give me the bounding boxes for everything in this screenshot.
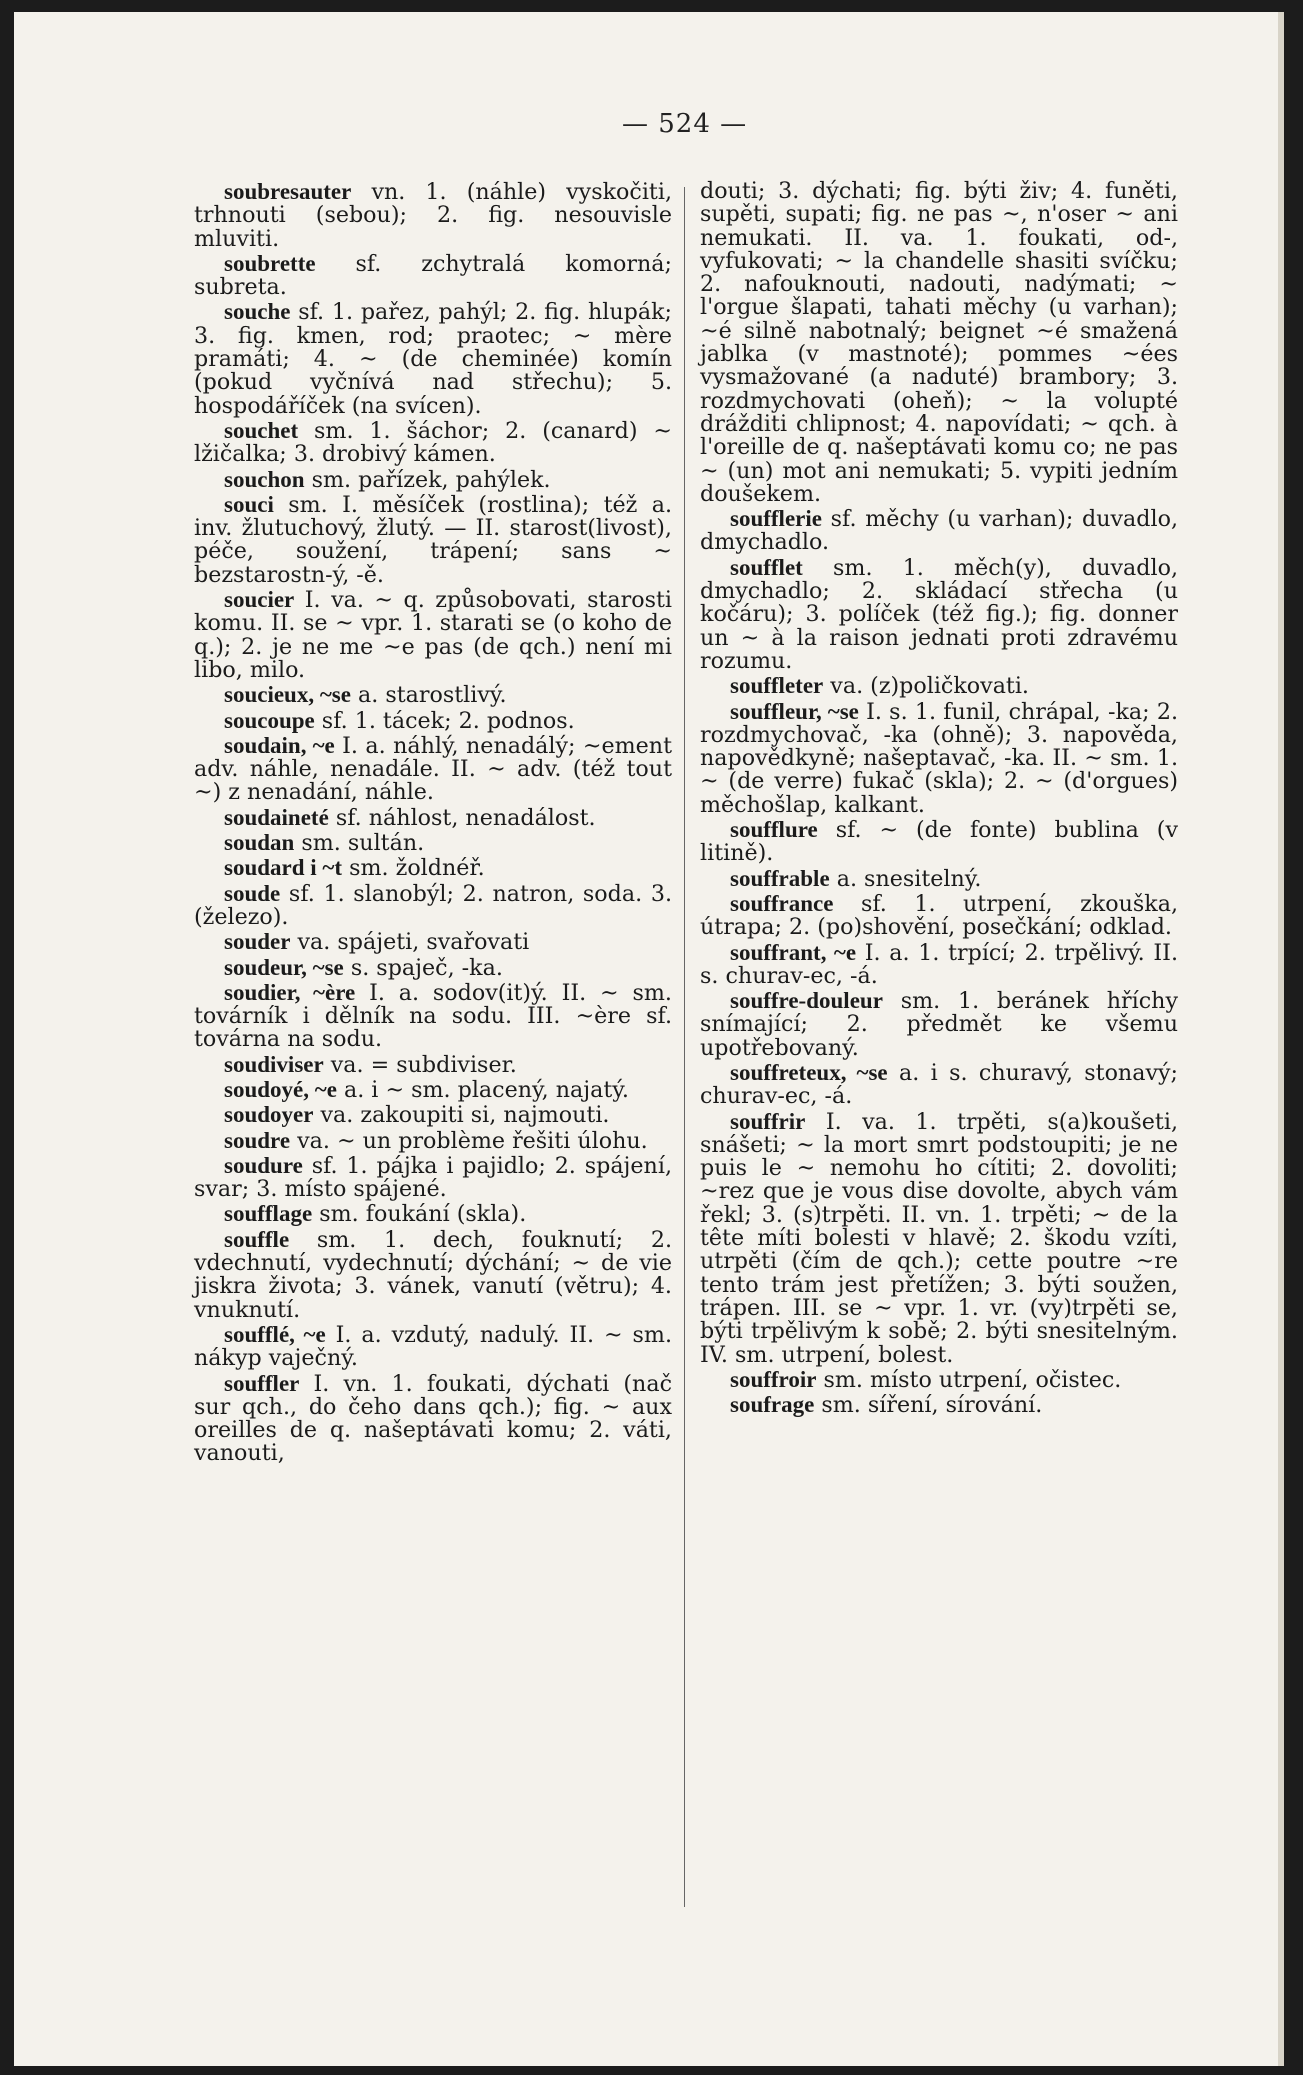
entry-definition: sm. 1. dech, fouknutí; 2. vdechnutí, vydechnutí; dýchání; ~ de vie jiskra života; 3. vánek, vanutí (větru); 4. vnuknutí. xyxy=(194,1226,672,1323)
dictionary-entry xyxy=(194,683,672,707)
dictionary-entry xyxy=(194,1323,672,1371)
entry-definition: I. a. sodov(it)ý. II. ~ sm. továrník i dělník na sodu. III. ~ère sf. továrna na sodu. xyxy=(194,979,672,1053)
entry-headword: soudiviser xyxy=(224,1051,324,1077)
entry-headword: souffle xyxy=(224,1226,290,1252)
dictionary-entry xyxy=(194,1078,672,1102)
entry-headword: soufflerie xyxy=(730,506,822,532)
dictionary-entry xyxy=(194,882,672,930)
dictionary-entry xyxy=(194,468,672,492)
dictionary-entry xyxy=(194,856,672,880)
entry-definition: I. a. vzdutý, nadulý. II. ~ sm. nákyp vaječný. xyxy=(194,1321,673,1372)
entry-definition: sf. 1. pařez, pahýl; 2. fig. hlupák; 3. fig. kmen, rod; praotec; ~ mère pramáti; 4. ~ (de cheminée) komín (pokud vyčnívá nad střechu); 5. hospodáříček (na svícen). xyxy=(194,299,672,419)
entry-definition: sf. 1. tácek; 2. podnos. xyxy=(314,707,575,734)
entry-definition: sm. 1. beránek hříchy snímající; 2. předmět ke všemu upotřebovaný. xyxy=(700,988,1178,1061)
dictionary-entry xyxy=(700,867,1178,891)
dictionary-page xyxy=(14,12,1284,2066)
entry-headword: soudoyé, ~e xyxy=(224,1076,337,1102)
entry-headword: soudaineté xyxy=(224,804,329,830)
entry-headword: soudier, ~ère xyxy=(224,979,356,1005)
dictionary-entry xyxy=(700,1061,1178,1109)
entry-headword: soufflure xyxy=(730,817,818,843)
entry-headword: soucier xyxy=(224,587,295,613)
entry-headword: soudre xyxy=(224,1127,291,1153)
entry-headword: souche xyxy=(224,299,291,325)
entry-definition: sm. síření, sírování. xyxy=(814,1392,1043,1419)
dictionary-entry xyxy=(700,180,1178,506)
entry-definition: sf. měchy (u varhan); duvadlo, dmychadlo. xyxy=(700,506,1178,556)
dictionary-entry xyxy=(194,180,672,251)
entry-headword: souffleter xyxy=(730,673,824,699)
entry-headword: souffrable xyxy=(730,865,830,891)
entry-headword: souffroir xyxy=(730,1366,817,1392)
entry-headword: soufflé, ~e xyxy=(224,1321,326,1347)
dictionary-entry xyxy=(194,1372,672,1466)
entry-headword: souffre-douleur xyxy=(730,988,883,1014)
left-column xyxy=(194,180,672,1467)
dictionary-entry xyxy=(700,1110,1178,1367)
entry-definition: va. = subdiviser. xyxy=(323,1051,517,1078)
entry-definition: I. va. ~ q. způsobovati, starosti komu. II. se ~ vpr. 1. starati se (o koho de q.); 2. je ne me ~e pas (de qch.) není mi libo, milo. xyxy=(194,587,672,683)
dictionary-entry xyxy=(194,956,672,980)
dictionary-entry xyxy=(194,709,672,733)
entry-headword: souci xyxy=(224,491,274,517)
entry-headword: souffreteux, ~se xyxy=(730,1059,888,1085)
entry-headword: souffler xyxy=(224,1370,300,1396)
entry-headword: soubrette xyxy=(224,250,316,276)
entry-definition: sm. místo utrpení, očistec. xyxy=(816,1366,1122,1393)
entry-definition: sf. ~ (de fonte) bublina (v litině). xyxy=(700,817,1178,867)
dictionary-entry xyxy=(194,1103,672,1127)
entry-headword: souffrant, ~e xyxy=(730,939,857,965)
entry-definition: a. starostlivý. xyxy=(350,682,507,709)
dictionary-entry xyxy=(194,588,672,682)
dictionary-entry xyxy=(700,818,1178,866)
entry-definition: va. ~ un problème řešiti úlohu. xyxy=(290,1127,648,1154)
dictionary-entry xyxy=(700,507,1178,555)
dictionary-entry xyxy=(194,1129,672,1153)
entry-headword: souffrance xyxy=(730,890,834,916)
entry-headword: soudain, ~e xyxy=(224,732,335,758)
dictionary-entry xyxy=(194,252,672,300)
dictionary-entry xyxy=(194,930,672,954)
dictionary-entry xyxy=(194,981,672,1052)
right-column xyxy=(700,180,1178,1418)
dictionary-entry xyxy=(700,1393,1178,1417)
entry-definition: I. a. 1. trpící; 2. trpělivý. II. s. churav-ec, -á. xyxy=(700,939,1179,989)
entry-definition: sm. I. měsíček (rostlina); též a. inv. žlutuchový, žlutý. — II. starost(livost), péče, soužení, trápení; sans ~ bezstarostn-ý, -ě. xyxy=(194,491,672,588)
entry-headword: souder xyxy=(224,929,291,955)
entry-definition: I. vn. 1. foukati, dýchati (nač sur qch., do čeho dans qch.); fig. ~ aux oreilles de q. našeptávati komu; 2. váti, vanouti, xyxy=(194,1370,672,1467)
entry-headword: soudeur, ~se xyxy=(224,954,344,980)
entry-definition: sf. náhlost, nenadálost. xyxy=(328,804,596,831)
entry-headword: soufflet xyxy=(730,554,803,580)
entry-definition: sm. pařízek, pahýlek. xyxy=(304,466,551,493)
dictionary-entry xyxy=(194,806,672,830)
entry-headword: soudard i ~t xyxy=(224,855,343,881)
entry-definition: sf. 1. utrpení, zkouška, útrapa; 2. (po)shovění, posečkání; odklad. xyxy=(700,890,1178,941)
entry-headword: soudure xyxy=(224,1152,303,1178)
dictionary-entry xyxy=(194,1228,672,1322)
entry-definition: douti; 3. dýchati; fig. býti živ; 4. funěti, supěti, supati; fig. ne pas ~, n'oser ~ ani nemukati. II. va. 1. foukati, od-, vyfukovati; ~ la chandelle shasiti svíčku; 2. nafouknouti, nadouti, nadýmati; ~ l'orgue šlapati, tahati měchy (u varhan); ~é silně nabotnalý; beignet ~é smažená jablka (v mastnoté); pommes ~ées vysmažované (a naduté) brambory; 3. rozdmychovati (oheň); ~ la volupté drážditi chlipnost; 4. napovídati; ~ qch. à l'oreille de q. našeptávati komu co; ne pas ~ (un) mot ani nemukati; 5. vypiti jedním doušekem. xyxy=(700,178,1178,507)
entry-definition: sm. 1. měch(y), duvadlo, dmychadlo; 2. skládací střecha (u kočáru); 3. políček (též fig.); fig. donner un ~ à la raison jednati proti zdravému rozumu. xyxy=(700,554,1178,674)
dictionary-entry xyxy=(700,556,1178,673)
entry-definition: va. spájeti, svařovati xyxy=(290,929,530,956)
entry-definition: sm. žoldnéř. xyxy=(342,855,485,882)
entry-headword: souchon xyxy=(224,466,305,492)
dictionary-entry xyxy=(194,831,672,855)
entry-headword: souffrir xyxy=(730,1108,806,1134)
entry-definition: a. i s. churavý, stonavý; churav-ec, -á. xyxy=(700,1059,1178,1110)
dictionary-entry xyxy=(700,941,1178,989)
entry-definition: a. i ~ sm. placený, najatý. xyxy=(336,1076,629,1103)
dictionary-entry xyxy=(194,1053,672,1077)
dictionary-entry xyxy=(700,1368,1178,1392)
dictionary-entry xyxy=(700,892,1178,940)
dictionary-entry xyxy=(194,1202,672,1226)
dictionary-entry xyxy=(700,989,1178,1060)
entry-definition: va. (z)poličkovati. xyxy=(823,673,1029,700)
dictionary-entry xyxy=(700,700,1178,817)
entry-definition: a. snesitelný. xyxy=(829,865,982,892)
entry-definition: I. s. 1. funil, chrápal, -ka; 2. rozdmychovač, -ka (ohně); 3. napověda, napovědkyně; našeptavač, -ka. II. ~ sm. 1. ~ (de verre) fukač (skla); 2. ~ (d'orgues) měchošlap, kalkant. xyxy=(700,698,1179,818)
entry-definition: sm. 1. šáchor; 2. (canard) ~ lžičalka; 3. drobivý kámen. xyxy=(194,417,672,468)
entry-definition: sm. foukání (skla). xyxy=(312,1201,527,1228)
dictionary-entry xyxy=(194,300,672,417)
dictionary-entry xyxy=(700,674,1178,698)
entry-headword: soubresauter xyxy=(224,179,352,204)
entry-definition: vn. 1. (náhle) vyskočiti, trhnouti (sebou); 2. fig. nesouvisle mluviti. xyxy=(194,179,672,252)
entry-headword: soucieux, ~se xyxy=(224,682,351,708)
entry-definition: sf. zchytralá komorná; subreta. xyxy=(194,250,672,301)
page-number: — 524 — xyxy=(622,109,748,139)
entry-definition: I. va. 1. trpěti, s(a)koušeti, snášeti; ~ la mort smrt podstoupiti; je ne puis le ~ nemohu ho cítiti; 2. dovoliti; ~rez que je vous dise dovolte, abych vám řekl; 3. (s)trpěti. II. vn. 1. trpěti; ~ de la tête míti bolesti v hlavě; 2. škodu vzíti, utrpěti (čím de qch.); cette poutre ~re tento trám jest přetížen; 3. býti soužen, trápen. III. se ~ vpr. 1. vr. (vy)trpěti se, býti trpělivým k sobě; 2. býti snesitelným. IV. sm. utrpení, bolest. xyxy=(700,1108,1178,1368)
column-divider xyxy=(684,187,685,1907)
dictionary-entry xyxy=(194,734,672,805)
entry-headword: souffleur, ~se xyxy=(730,698,859,724)
entry-definition: sm. sultán. xyxy=(294,830,425,857)
entry-headword: soucoupe xyxy=(224,707,315,733)
entry-headword: soude xyxy=(224,880,281,906)
entry-headword: soufrage xyxy=(730,1392,815,1418)
entry-definition: sf. 1. pájka i pajidlo; 2. spájení, svar; 3. místo spájené. xyxy=(194,1152,672,1203)
entry-headword: soudoyer xyxy=(224,1102,314,1128)
entry-headword: soudan xyxy=(224,830,295,856)
dictionary-entry xyxy=(194,419,672,467)
entry-definition: va. zakoupiti si, najmouti. xyxy=(313,1102,610,1129)
entry-definition: I. a. náhlý, nenadálý; ~ement adv. náhle, nenadále. II. ~ adv. (též tout ~) z nenadání, náhle. xyxy=(194,732,672,806)
dictionary-entry xyxy=(194,1154,672,1202)
entry-definition: sf. 1. slanobýl; 2. natron, soda. 3. (železo). xyxy=(194,880,672,930)
entry-headword: souchet xyxy=(224,417,299,443)
entry-definition: s. spaječ, -ka. xyxy=(343,954,503,981)
entry-headword: soufflage xyxy=(224,1201,313,1227)
dictionary-entry xyxy=(194,493,672,587)
